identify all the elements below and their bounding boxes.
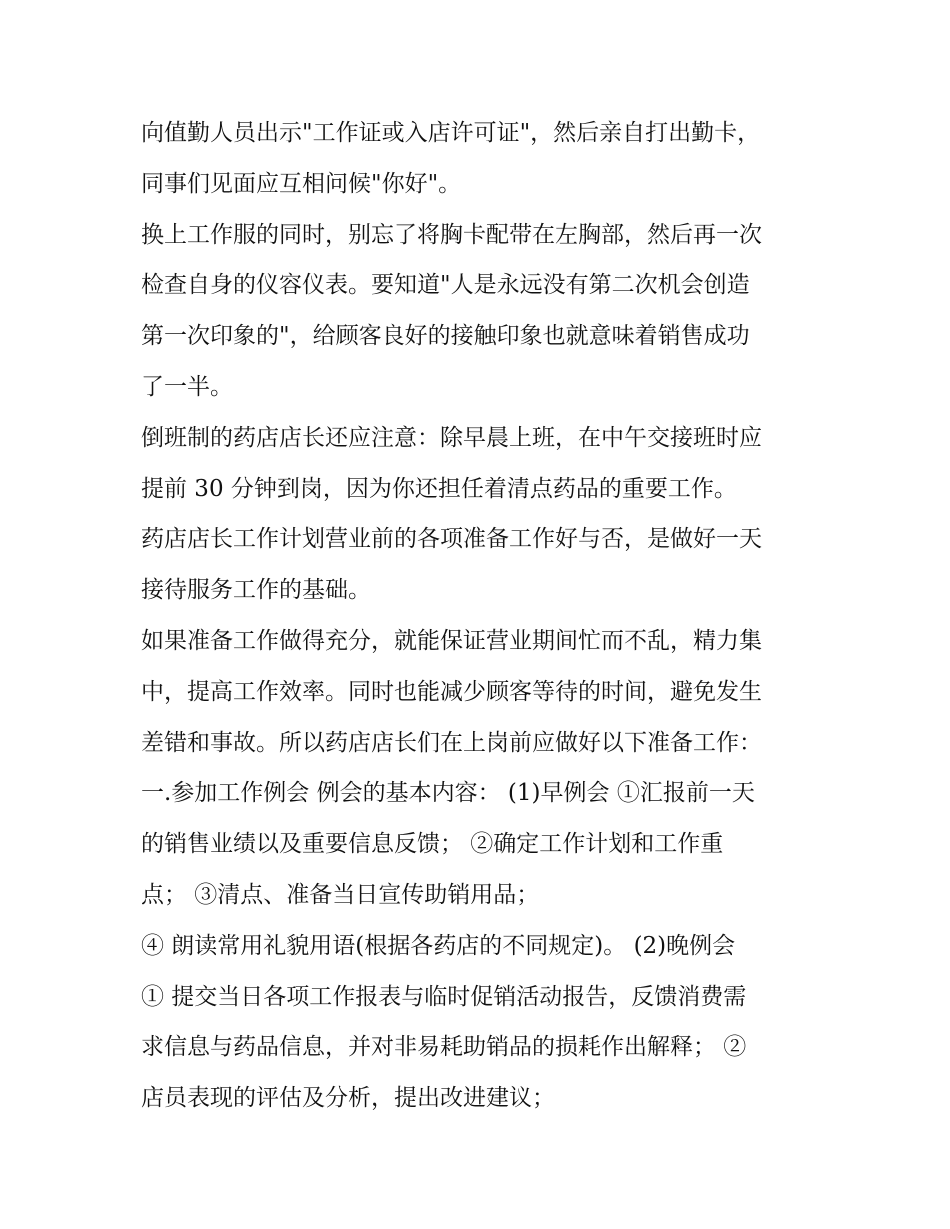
text-line: ① 提交当日各项工作报表与临时促销活动报告，反馈消费需	[141, 983, 747, 1010]
text-line: 差错和事故。所以药店店长们在上岗前应做好以下准备工作：	[141, 729, 762, 756]
text-line: 求信息与药品信息，并对非易耗助销品的损耗作出解释； ②	[141, 1034, 747, 1061]
text-line: 换上工作服的同时，别忘了将胸卡配带在左胸部，然后再一次	[141, 221, 762, 248]
text-line: 如果准备工作做得充分，就能保证营业期间忙而不乱，精力集	[141, 627, 762, 654]
text-line: 店员表现的评估及分析，提出改进建议；	[141, 1085, 555, 1112]
text-line: 的销售业绩以及重要信息反馈； ②确定工作计划和工作重	[141, 831, 724, 858]
text-line: 了一半。	[141, 373, 233, 400]
text-line: 第一次印象的"，给顾客良好的接触印象也就意味着销售成功	[141, 323, 750, 350]
text-line: 同事们见面应互相问候"你好"。	[141, 170, 462, 197]
text-line: 接待服务工作的基础。	[141, 577, 371, 604]
document-body	[141, 108, 821, 1124]
text-line: 一.参加工作例会 例会的基本内容： (1)早例会 ①汇报前一天	[141, 780, 755, 807]
text-line: 点； ③清点、准备当日宣传助销用品；	[141, 881, 540, 908]
text-line: 提前 30 分钟到岗，因为你还担任着清点药品的重要工作。	[141, 475, 737, 502]
text-line: ④ 朗读常用礼貌用语(根据各药店的不同规定)。 (2)晚例会	[141, 932, 736, 959]
text-line: 倒班制的药店店长还应注意：除早晨上班，在中午交接班时应	[141, 424, 762, 451]
text-line: 中，提高工作效率。同时也能减少顾客等待的时间，避免发生	[141, 678, 762, 705]
text-line: 药店店长工作计划营业前的各项准备工作好与否，是做好一天	[141, 526, 762, 553]
text-line: 检查自身的仪容仪表。要知道"人是永远没有第二次机会创造	[141, 272, 750, 299]
text-line: 向值勤人员出示"工作证或入店许可证"，然后亲自打出勤卡，	[141, 120, 761, 146]
